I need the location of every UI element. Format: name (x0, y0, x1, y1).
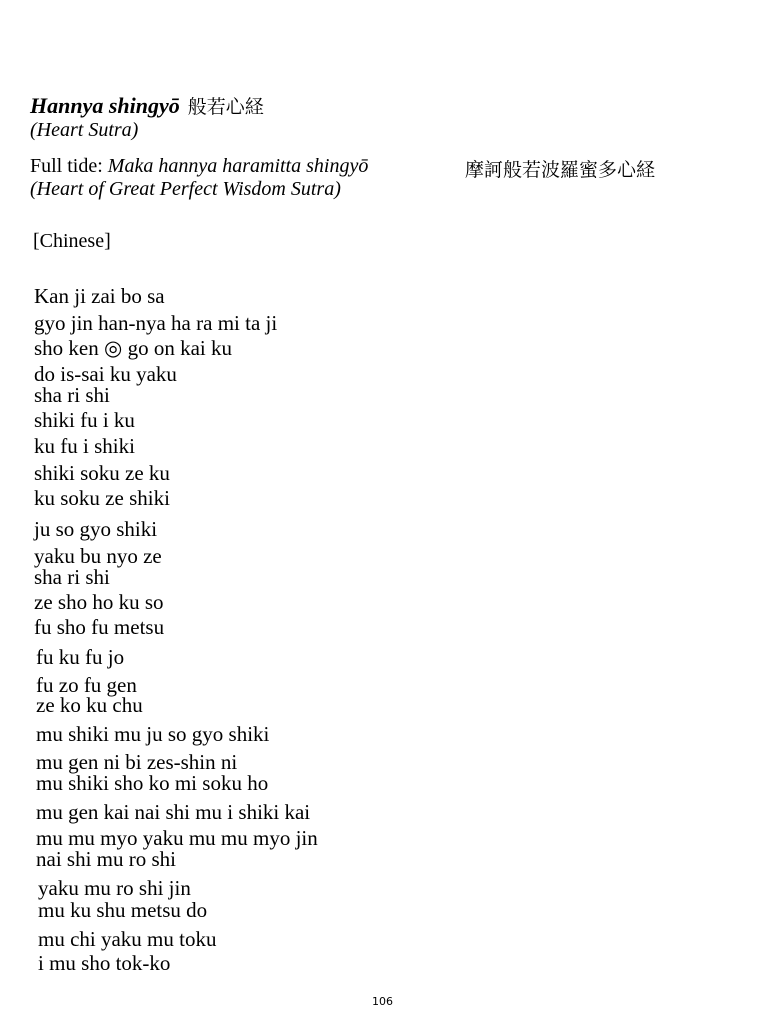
page-number: 106 (372, 995, 393, 1008)
sutra-line: fu sho fu metsu (34, 615, 165, 639)
full-title-romaji: Maka hannya haramitta shingyō (107, 155, 369, 177)
full-title-english: (Heart of Great Perfect Wisdom Sutra) (30, 178, 341, 200)
sutra-line: fu ku fu jo (36, 645, 125, 669)
sutra-line: shiki soku ze ku (34, 461, 170, 485)
sutra-line: ju so gyo shiki (34, 517, 158, 541)
title-english: (Heart Sutra) (30, 119, 139, 141)
sutra-line: mu chi yaku mu toku (38, 927, 217, 951)
section-label: [Chinese] (33, 230, 111, 252)
sutra-line: shiki fu i ku (34, 408, 135, 432)
full-title-kanji: 摩訶般若波羅蜜多心経 (465, 159, 656, 181)
full-title (30, 155, 368, 178)
sutra-line: sha ri shi (34, 383, 110, 407)
sutra-line: mu gen kai nai shi mu i shiki kai (36, 800, 311, 824)
sutra-line: do is-sai ku yaku (34, 362, 177, 386)
sutra-line: ze sho ho ku so (34, 590, 164, 614)
sutra-line: ku fu i shiki (34, 434, 135, 458)
sutra-line: fu zo fu gen (36, 673, 137, 697)
sutra-line: nai shi mu ro shi (36, 847, 176, 871)
title-romaji: Hannya shingyō (30, 93, 180, 118)
sutra-line: Kan ji zai bo sa (34, 284, 165, 308)
sutra-line: mu mu myo yaku mu mu myo jin (36, 826, 318, 850)
page-title (30, 92, 264, 119)
sutra-line: mu gen ni bi zes-shin ni (36, 750, 238, 774)
sutra-line: ku soku ze shiki (34, 486, 170, 510)
sutra-line: i mu sho tok-ko (38, 951, 171, 975)
sutra-line: mu shiki mu ju so gyo shiki (36, 722, 270, 746)
sutra-line: yaku mu ro shi jin (38, 876, 191, 900)
title-kanji: 般若心経 (187, 96, 264, 118)
sutra-line: mu shiki sho ko mi soku ho (36, 771, 269, 795)
sutra-line: sho ken ◎ go on kai ku (34, 336, 232, 360)
full-title-label: Full tide: (30, 155, 103, 177)
sutra-line: mu ku shu metsu do (38, 898, 208, 922)
sutra-line: sha ri shi (34, 565, 110, 589)
sutra-line: gyo jin han-nya ha ra mi ta ji (34, 311, 278, 335)
sutra-line: yaku bu nyo ze (34, 544, 162, 568)
sutra-line: ze ko ku chu (36, 693, 143, 717)
